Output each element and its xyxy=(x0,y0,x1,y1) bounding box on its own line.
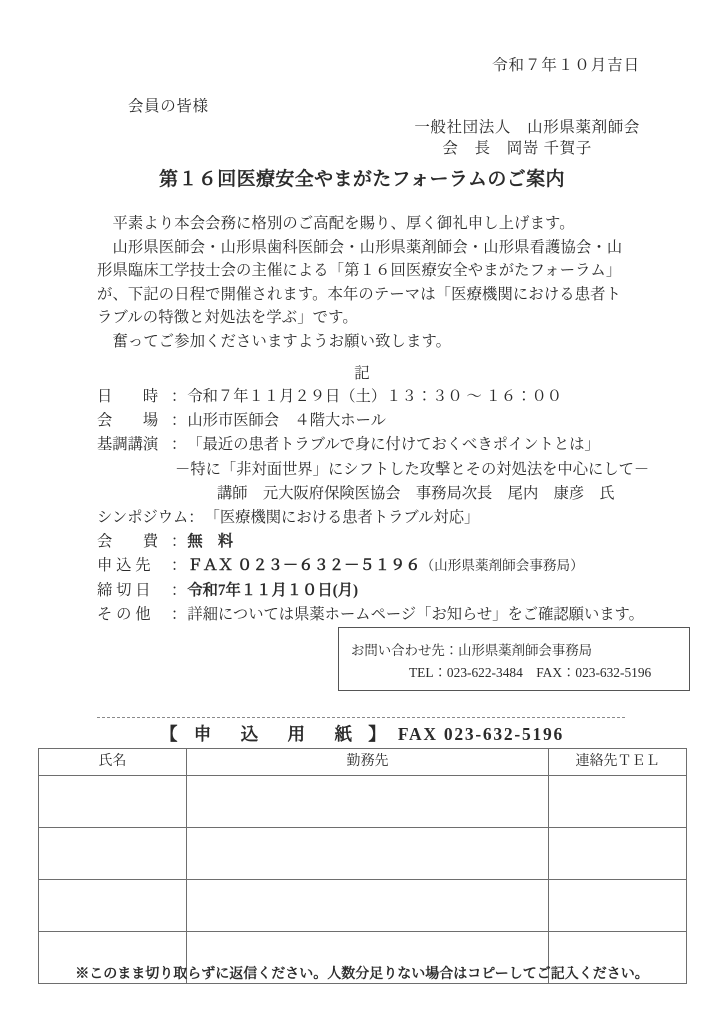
detail-fee xyxy=(97,530,657,554)
application-form-label: 【 申 込 用 紙 】 xyxy=(159,724,392,744)
detail-apply-to-fax: ＦＡＸ ０２３－６３２－５１９６ xyxy=(187,557,421,575)
detail-venue-separator: ： xyxy=(171,412,187,430)
table-header-row xyxy=(39,749,687,776)
application-form-fax: FAX 023-632-5196 xyxy=(391,724,565,744)
contact-office: お問い合わせ先：山形県薬剤師会事務局 xyxy=(351,643,593,658)
detail-venue xyxy=(97,409,657,433)
column-header-tel: 連絡先ＴＥＬ xyxy=(549,749,687,776)
detail-fee-value: 無 料 xyxy=(187,533,234,551)
detail-venue-label: 会 場 xyxy=(97,412,159,430)
detail-deadline xyxy=(97,579,657,603)
cell-tel[interactable] xyxy=(549,828,687,880)
detail-venue-value: 山形市医師会 ４階大ホール xyxy=(187,412,386,430)
detail-symposium-label: シンポジウム xyxy=(97,509,189,527)
cell-workplace[interactable] xyxy=(187,776,549,828)
contact-phone-fax: TEL：023-622-3484 FAX：023-632-5196 xyxy=(409,665,652,680)
detail-fee-label: 会 費 xyxy=(97,533,159,551)
detail-other-label: そ の 他 xyxy=(97,605,151,623)
detail-datetime-separator: ： xyxy=(171,388,187,405)
page-title: 第１６回医療安全やまがたフォーラムのご案内 xyxy=(159,169,565,190)
detail-keynote xyxy=(97,433,657,457)
detail-apply-to-office: （山形県薬剤師会事務局） xyxy=(420,558,584,574)
detail-keynote-value: 「最近の患者トラブルで身に付けておくべきポイントとは」 xyxy=(187,436,600,454)
detail-symposium-value: 「医療機関における患者トラブル対応」 xyxy=(204,509,480,527)
detail-other-value: 詳細については県薬ホームページ「お知らせ」をご確認願います。 xyxy=(187,605,644,623)
cell-name[interactable] xyxy=(39,828,187,880)
cell-workplace[interactable] xyxy=(187,880,549,932)
body-paragraph-1: 平素より本会会務に格別のご高配を賜り、厚く御礼申し上げます。 xyxy=(97,215,575,232)
column-header-workplace: 勤務先 xyxy=(187,749,549,776)
detail-symposium-separator: ： xyxy=(188,509,204,527)
detail-datetime-label: 日 時 xyxy=(97,388,159,405)
detail-apply-to-separator: ： xyxy=(171,557,187,575)
detail-fee-separator: ： xyxy=(171,533,187,551)
detail-keynote-speaker xyxy=(97,482,657,506)
cell-tel[interactable] xyxy=(549,880,687,932)
detail-keynote-subtitle-value: －特に「非対面世界」にシフトした攻撃とその対処法を中心にして－ xyxy=(175,460,650,478)
body-text xyxy=(97,212,627,353)
cell-workplace[interactable] xyxy=(187,828,549,880)
cell-name[interactable] xyxy=(39,880,187,932)
issuer-block xyxy=(414,120,640,156)
detail-datetime xyxy=(97,385,657,409)
ki-marker: 記 xyxy=(354,365,370,382)
application-table xyxy=(38,748,687,984)
detail-deadline-value: 令和7年１１月１０日(月) xyxy=(187,581,359,599)
detail-keynote-separator: ： xyxy=(171,436,187,454)
detail-datetime-value: 令和７年１１月２９日（土）１３：３０ ～ １６：００ xyxy=(187,388,563,405)
cell-tel[interactable] xyxy=(549,776,687,828)
addressee: 会員の皆様 xyxy=(128,98,209,115)
footer-note: ※このまま切り取らずに返信ください。人数分足りない場合はコピーしてご記入ください。 xyxy=(75,967,649,982)
detail-keynote-speaker-value: 講師 元大阪府保険医協会 事務局次長 尾内 康彦 氏 xyxy=(217,484,615,502)
table-row xyxy=(39,880,687,932)
cell-name[interactable] xyxy=(39,776,187,828)
detail-symposium xyxy=(97,506,657,530)
detail-deadline-separator: ： xyxy=(171,581,187,599)
detail-other-separator: ： xyxy=(171,605,187,623)
column-header-name: 氏名 xyxy=(39,749,187,776)
detail-apply-to xyxy=(97,554,657,578)
contact-box xyxy=(338,627,690,691)
application-form-title xyxy=(0,726,724,744)
body-paragraph-3: 奮ってご参加くださいますようお願い致します。 xyxy=(97,332,452,350)
cut-line-divider xyxy=(97,717,625,718)
detail-keynote-label: 基調講演 xyxy=(97,436,159,454)
issuer-organization: 一般社団法人 山形県薬剤師会 xyxy=(414,119,640,136)
table-row xyxy=(39,828,687,880)
issuer-president: 会 長 岡嵜 千賀子 xyxy=(442,139,592,157)
body-paragraph-2: 山形県医師会・山形県歯科医師会・山形県薬剤師会・山形県看護協会・山形県臨床工学技士会の主催による「第１６回医療安全やまがたフォーラム」が、下記の日程で開催されます。本年のテーマは「医療機関における患者トラブルの特徴と対処法を学ぶ」です。 xyxy=(97,238,623,326)
detail-other xyxy=(97,603,657,627)
detail-apply-to-label: 申 込 先 xyxy=(97,557,151,575)
issue-date: 令和７年１０月吉日 xyxy=(492,57,640,74)
detail-deadline-label: 締 切 日 xyxy=(97,581,151,599)
event-details xyxy=(97,385,657,627)
table-row xyxy=(39,776,687,828)
detail-keynote-subtitle xyxy=(97,458,657,482)
